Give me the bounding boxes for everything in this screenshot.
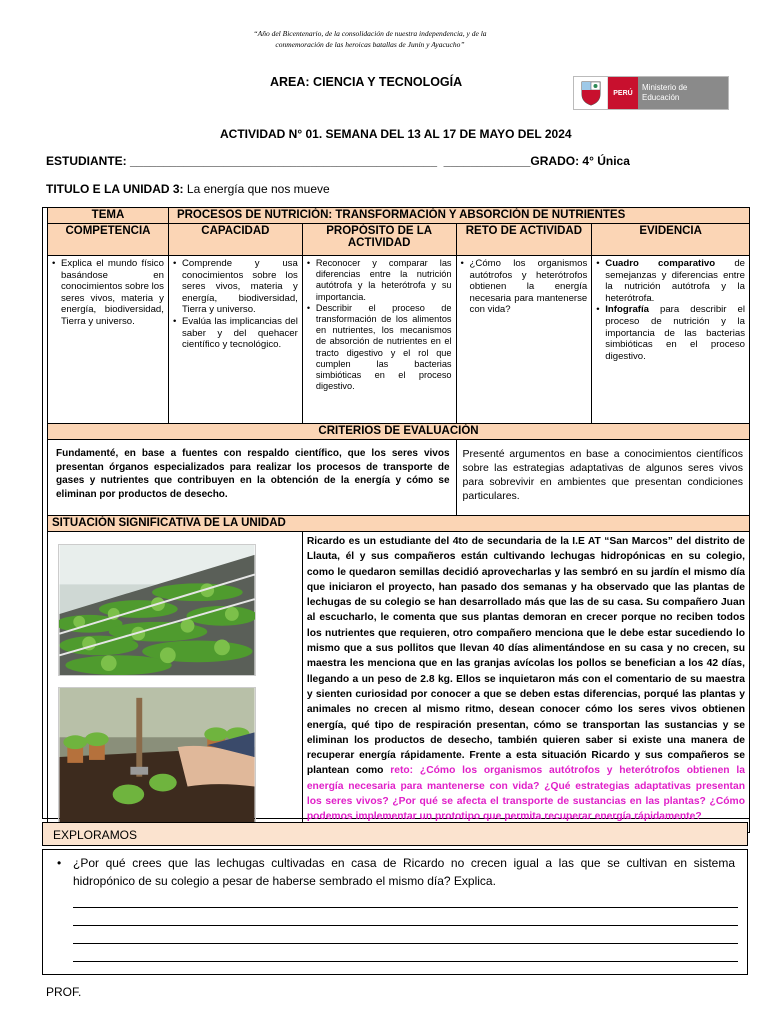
capacidad-item: • Comprende y usa conocimientos sobre los seres vivos, materia y energía, biodiversidad, Tierra y universo. [173, 258, 298, 316]
criterios-header: CRITERIOS DE EVALUACIÓN [48, 424, 750, 440]
situacion-cell [302, 532, 749, 833]
proposito-item: • Describir el proceso de transformación de los alimentos en nutrientes, los mecanismos de absorción de nutrientes en el tracto digestivo y el rol que cumplen las bacterias simbióticas en el proceso digestivo. [307, 303, 452, 393]
answer-line[interactable] [73, 890, 738, 908]
competencia-cell [48, 256, 169, 424]
tema-label: TEMA [48, 208, 169, 224]
proposito-item: • Reconocer y comparar las diferencias entre la nutrición autótrofa y la heterótrofa y su importancia. [307, 258, 452, 303]
unit-title [46, 182, 330, 196]
evidencia-item [596, 304, 745, 362]
photos-cell [48, 532, 303, 833]
competencia-item: • Explica el mundo físico basándose en conocimientos sobre los seres vivos, materia y energía, biodiversidad, Tierra y universo. [52, 258, 164, 328]
explore-box [42, 849, 748, 975]
reto-cell [456, 256, 592, 424]
evidencia-bold: Cuadro comparativo [605, 258, 716, 269]
explore-header: EXPLORAMOS [42, 822, 748, 846]
proposito-cell [302, 256, 456, 424]
situacion-reto: reto: ¿Cómo los organismos autótrofos y heterótrofos obtienen la energía necesaria para mantenerse con vida? ¿Qué estrategias adaptativas presentan los seres vivos? ¿Por qué se afecta el transporte de sustancias en las plantas? ¿Cómo podemos implementar un prototipo que permita recuperar energía rápidamente? [306, 765, 745, 823]
col-proposito: PROPÓSITO DE LA ACTIVIDAD [302, 224, 456, 256]
criterio-1: Fundamenté, en base a fuentes con respaldo científico, que los seres vivos presentan órganos especializados para realizar los procesos de transporte de gases y nutrientes que contribuyen en la obtención de la energía y cómo se eliminan por productos de desecho. [48, 440, 457, 516]
planning-table [47, 207, 750, 833]
ministry-logo [573, 76, 729, 110]
evidencia-cell [592, 256, 750, 424]
coat-of-arms-icon [574, 77, 608, 109]
garden-planting-photo [58, 687, 256, 823]
logo-ministry [638, 77, 728, 109]
activity-title: ACTIVIDAD N° 01. SEMANA DEL 13 AL 17 DE MAYO DEL 2024 [220, 127, 572, 141]
tema-value: PROCESOS DE NUTRICIÓN: TRANSFORMACIÓN Y ABSORCIÓN DE NUTRIENTES [168, 208, 749, 224]
evidencia-text: para describir el proceso de nutrición y la importancia de las bacterias simbióticas en el proceso digestivo. [605, 304, 745, 362]
motto-line-2: conmemoración de las heroicas batallas de Junín y Ayacucho” [275, 40, 465, 49]
logo-country: PERÚ [608, 77, 638, 109]
logo-ministry-line-1: Ministerio de [642, 83, 688, 92]
col-capacidad: CAPACIDAD [168, 224, 302, 256]
col-evidencia: EVIDENCIA [592, 224, 750, 256]
unit-label: TITULO E LA UNIDAD 3: [46, 182, 184, 196]
area-title: AREA: CIENCIA Y TECNOLOGÍA [270, 75, 463, 89]
hydroponic-lettuce-photo [58, 544, 256, 676]
answer-line[interactable] [73, 926, 738, 944]
prof-label: PROF. [46, 985, 82, 999]
capacidad-cell [168, 256, 302, 424]
logo-ministry-line-2: Educación [642, 93, 680, 102]
evidencia-text: de semejanzas y diferencias entre la nutrición autótrofa y la heterótrofa. [605, 258, 745, 304]
national-motto [200, 28, 540, 50]
col-reto: RETO DE ACTIVIDAD [456, 224, 592, 256]
answer-line[interactable] [73, 908, 738, 926]
situacion-header: SITUACIÓN SIGNIFICATIVA DE LA UNIDAD [48, 516, 750, 532]
evidencia-bold: Infografía [605, 304, 649, 316]
answer-line[interactable] [73, 944, 738, 962]
criterio-2: Presenté argumentos en base a conocimientos científicos sobre las estrategias adaptativas de algunos seres vivos para sobrevivir en ambientes que presentan condiciones particulares. [456, 440, 749, 516]
evidencia-item [596, 258, 745, 304]
col-competencia: COMPETENCIA [48, 224, 169, 256]
unit-name: La energía que nos mueve [186, 182, 330, 196]
explore-question: • ¿Por qué crees que las lechugas cultivadas en casa de Ricardo no crecen igual a las que se cultivan en sistema hidropónico de su colegio a pesar de haberse sembrado el mismo día? Explica. [55, 854, 735, 890]
student-line: ESTUDIANTE: ______________________________________________ _____________GRADO: 4° Única [46, 154, 630, 168]
situacion-text: Ricardo es un estudiante del 4to de secundaria de la I.E AT “San Marcos” del distrito de Llauta, él y sus compañeros están cultivando lechugas hidropónicas en su colegio, como le quedaron semillas decidió aprovecharlas y las sembró en su jardín el mismo día que iniciaron el proyecto, han pasado dos semanas y ha observado que las plantas de lechugas de su colegio se han desarrollado más que las de su casa. Su compañero Juan al escucharlo, le comenta que sus plantas demoran en crecer porque no reciben todos los nutrientes que requieren, otro compañero menciona que le debe estar sucediendo lo mismo que a sus pollitos que llevan 40 días alimentándose en su casa y no crecen, su maestra les menciona que en las granjas avícolas los pollos se benefician a los 42 días, llegando a un peso de 2.8 kg. Ellos se inquietaron más con el comentario de su maestra y sienten curiosidad por conocer a que se deben estas diferencias, porqué las plantas y animales no crecen al mismo ritmo, desean conocer cómo los seres vivos obtienen energía, qué tipo de respiración presentan, cómo se transportan las sustancias y se eliminan los productos de desecho, también quieren saber si existe una manera de recuperar energía rápidamente. Frente a esta situación Ricardo y sus compañeros se plantean como [306, 536, 745, 777]
reto-item: • ¿Cómo los organismos autótrofos y heterótrofos obtienen la energía necesaria para mantenerse con vida? [461, 258, 588, 316]
capacidad-item: • Evalúa las implicancias del saber y del quehacer científico y tecnológico. [173, 316, 298, 351]
motto-line-1: “Año del Bicentenario, de la consolidación de nuestra independencia, y de la [253, 29, 487, 38]
